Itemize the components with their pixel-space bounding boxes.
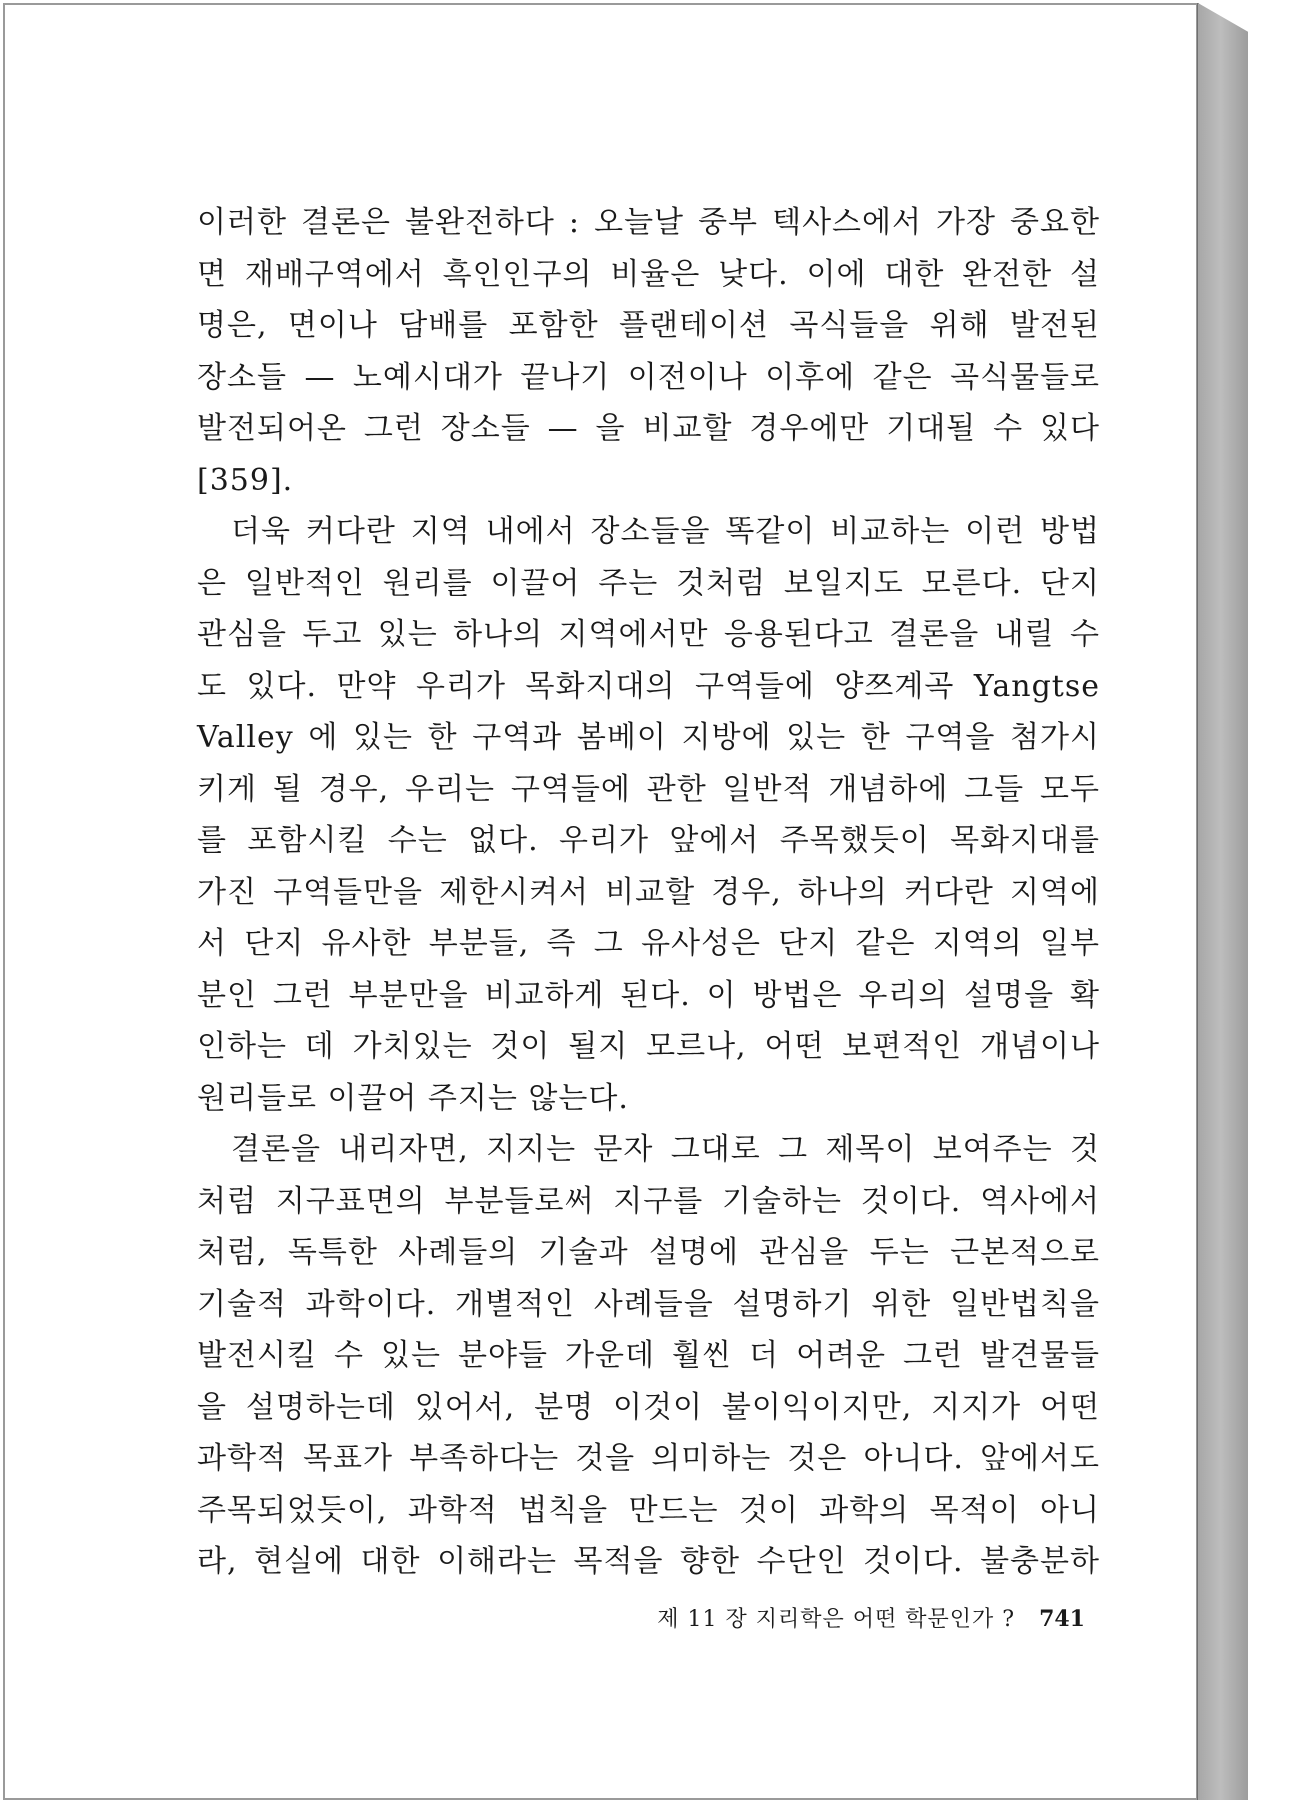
text-line: 이러한 결론은 불완전하다 : 오늘날 중부 텍사스에서 가장 중요한 <box>197 205 1100 240</box>
paragraph-1 <box>197 197 1100 506</box>
text-line: 분인 그런 부분만을 비교하게 된다. 이 방법은 우리의 설명을 확 <box>197 977 1100 1013</box>
chapter-title: 제 11 장 지리학은 어떤 학문인가 ? <box>657 1607 1016 1632</box>
page-sheet <box>3 3 1198 1800</box>
text-line: 서 단지 유사한 부분들, 즉 그 유사성은 단지 같은 지역의 일부 <box>197 926 1100 961</box>
page-footer <box>565 1602 1085 1633</box>
text-line: 처럼 지구표면의 부분들로써 지구를 기술하는 것이다. 역사에서 <box>197 1183 1100 1219</box>
text-line: 더욱 커다란 지역 내에서 장소들을 똑같이 비교하는 이런 방법 <box>231 514 1100 549</box>
text-line: 명은, 면이나 담배를 포함한 플랜테이션 곡식들을 위해 발전된 <box>197 308 1100 343</box>
page-edge-shadow <box>1198 3 1248 1800</box>
text-line: 결론을 내리자면, 지지는 문자 그대로 그 제목이 보여주는 것 <box>231 1132 1100 1167</box>
text-line: 발전되어온 그런 장소들 — 을 비교할 경우에만 기대될 수 있다 <box>197 411 1100 446</box>
text-line: 원리들로 이끌어 주지는 않는다. <box>197 1080 629 1116</box>
text-line: 면 재배구역에서 흑인인구의 비율은 낮다. 이에 대한 완전한 설 <box>197 256 1100 292</box>
text-line: 주목되었듯이, 과학적 법칙을 만드는 것이 과학의 목적이 아니 <box>197 1492 1100 1528</box>
text-line: 키게 될 경우, 우리는 구역들에 관한 일반적 개념하에 그들 모두 <box>197 771 1100 807</box>
page-number: 741 <box>1039 1606 1085 1632</box>
text-line: 발전시킬 수 있는 분야들 가운데 훨씬 더 어려운 그런 발견물들 <box>197 1338 1100 1373</box>
text-line: 장소들 — 노예시대가 끝나기 이전이나 이후에 같은 곡식물들로 <box>197 359 1100 395</box>
text-line: 인하는 데 가치있는 것이 될지 모르나, 어떤 보편적인 개념이나 <box>197 1029 1100 1064</box>
paragraph-2 <box>197 506 1100 1124</box>
text-line: 도 있다. 만약 우리가 목화지대의 구역들에 양쯔계곡 Yangtse <box>197 668 1100 704</box>
text-line: 라, 현실에 대한 이해라는 목적을 향한 수단인 것이다. 불충분하 <box>197 1544 1100 1579</box>
paragraph-3 <box>197 1124 1100 1588</box>
text-line: 처럼, 독특한 사례들의 기술과 설명에 관심을 두는 근본적으로 <box>197 1235 1100 1270</box>
text-line: Valley 에 있는 한 구역과 봄베이 지방에 있는 한 구역을 첨가시 <box>197 720 1100 755</box>
body-text <box>197 197 1100 1588</box>
text-line: 은 일반적인 원리를 이끌어 주는 것처럼 보일지도 모른다. 단지 <box>197 565 1100 601</box>
text-line: 기술적 과학이다. 개별적인 사례들을 설명하기 위한 일반법칙을 <box>197 1286 1100 1322</box>
text-line: 가진 구역들만을 제한시켜서 비교할 경우, 하나의 커다란 지역에 <box>197 874 1100 910</box>
text-line: 관심을 두고 있는 하나의 지역에서만 응용된다고 결론을 내릴 수 <box>197 617 1100 652</box>
text-line: 과학적 목표가 부족하다는 것을 의미하는 것은 아니다. 앞에서도 <box>197 1441 1100 1476</box>
text-line: 를 포함시킬 수는 없다. 우리가 앞에서 주목했듯이 목화지대를 <box>197 823 1100 858</box>
text-line: 을 설명하는데 있어서, 분명 이것이 불이익이지만, 지지가 어떤 <box>197 1389 1100 1425</box>
text-line: [359]. <box>197 462 294 498</box>
